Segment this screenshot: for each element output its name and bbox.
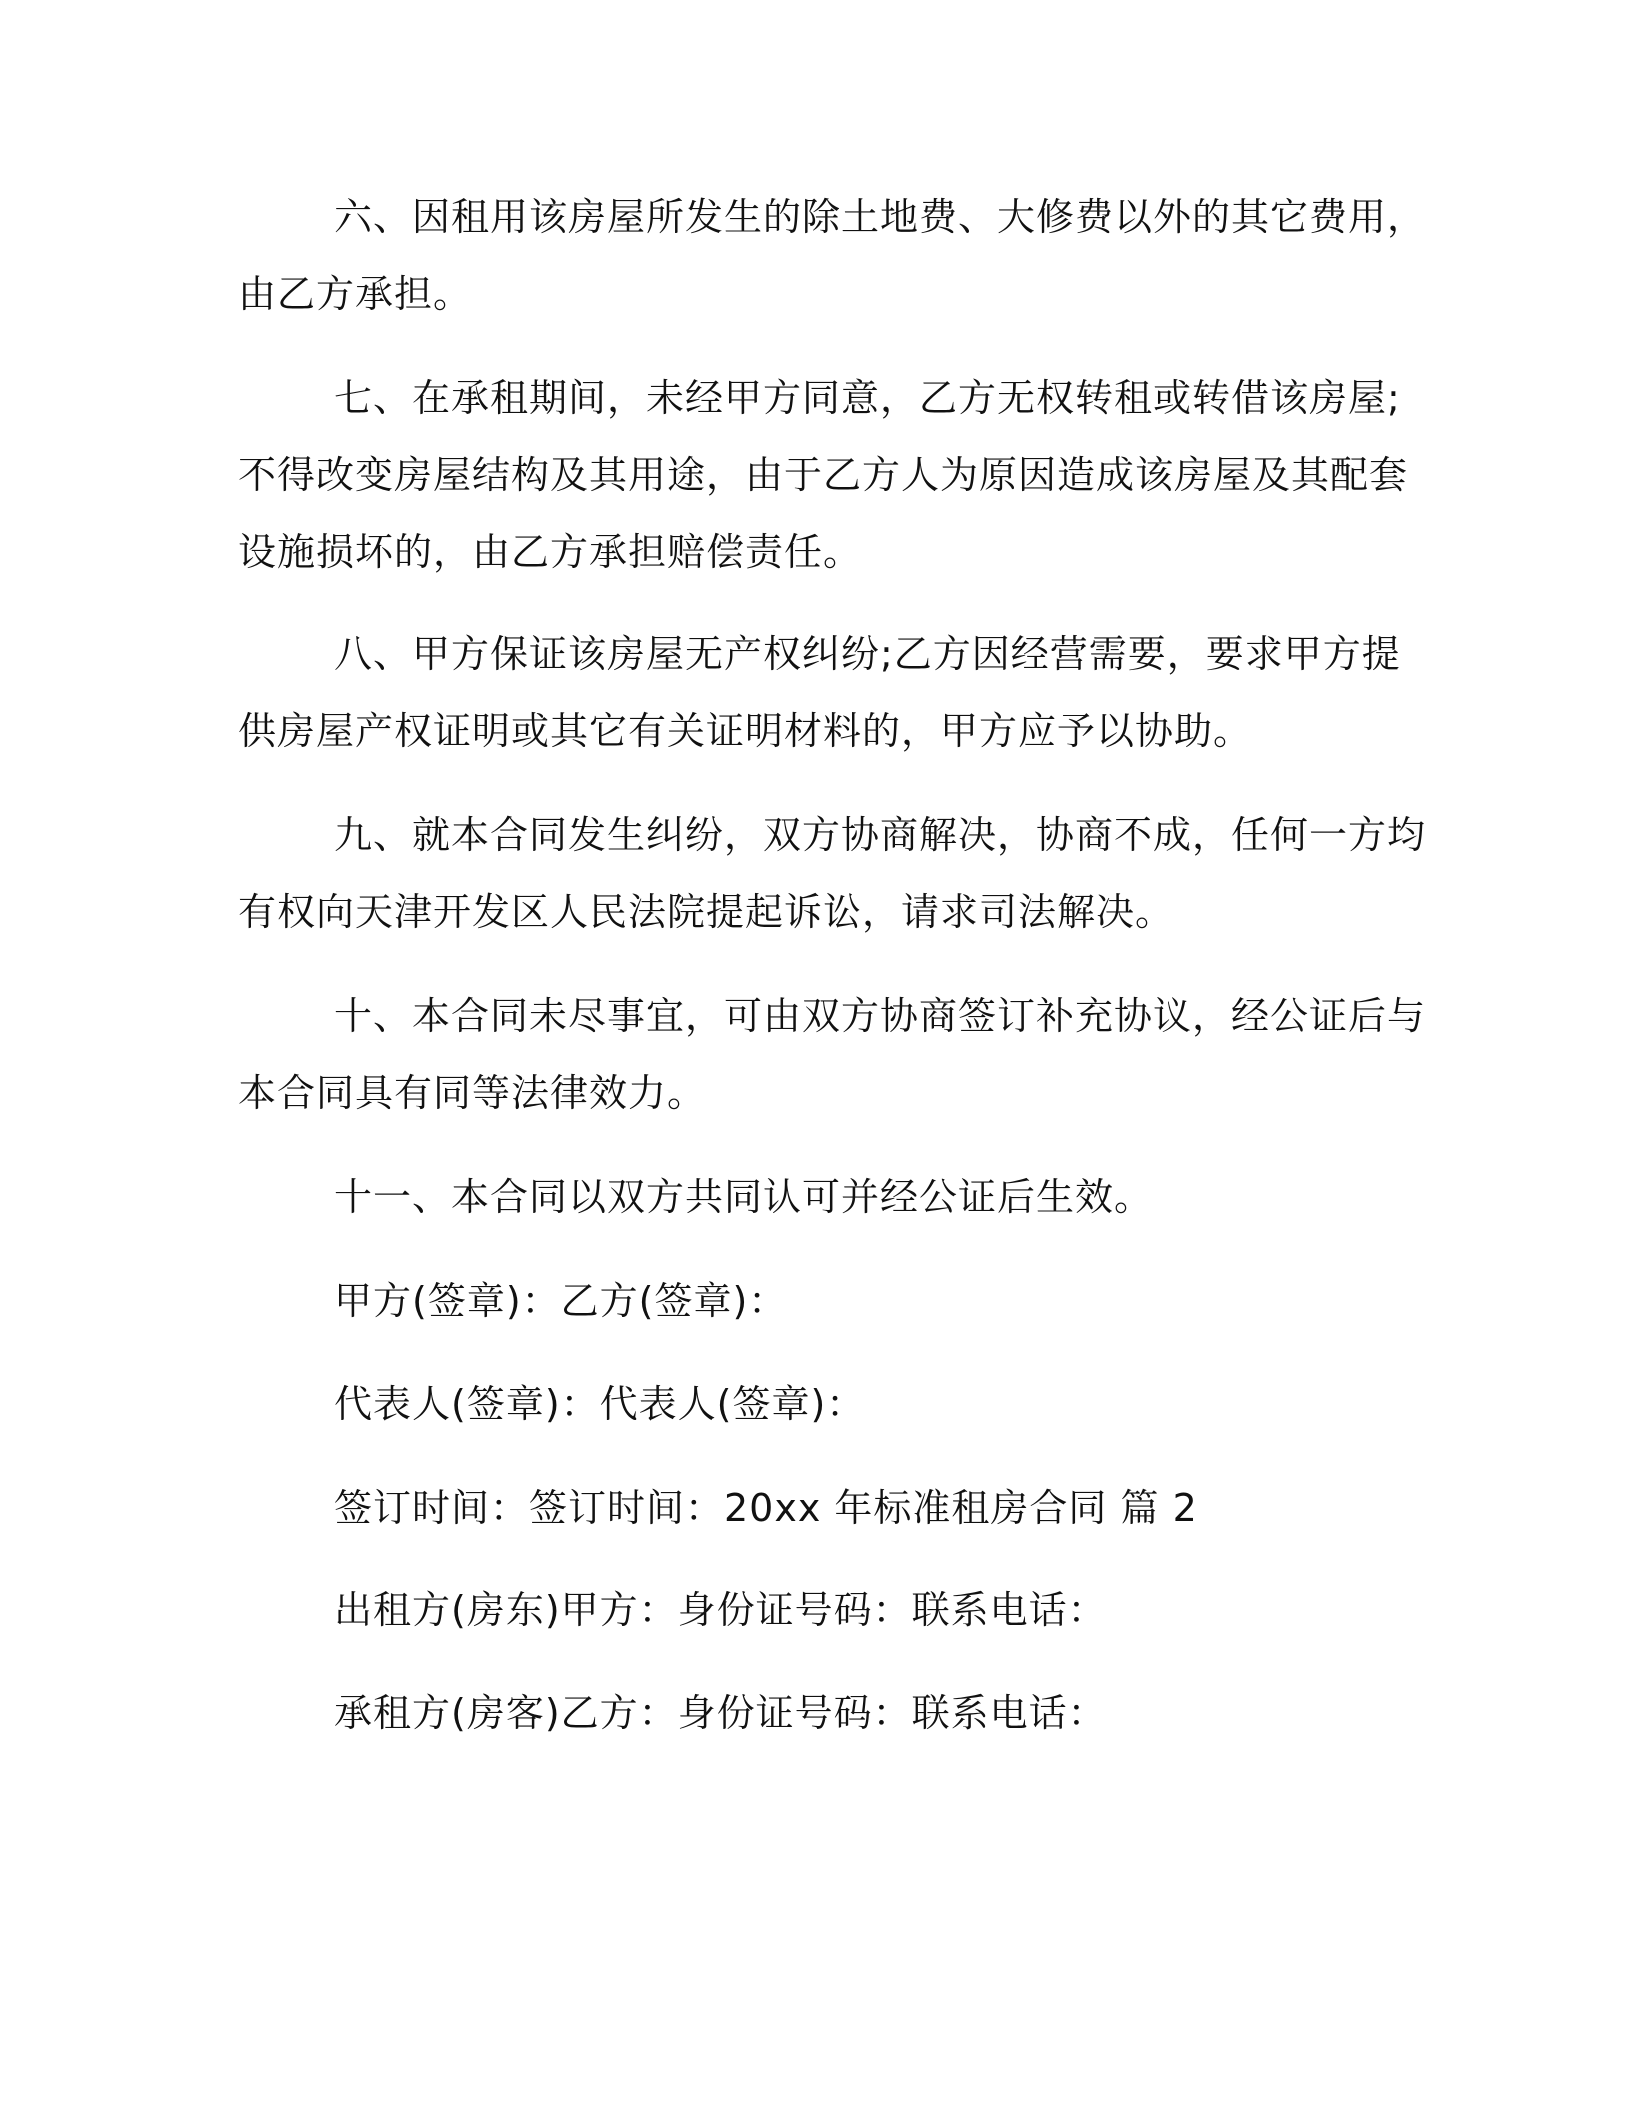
clause-9-line-1: 九、就本合同发生纠纷，双方协商解决，协商不成，任何一方均 bbox=[334, 813, 1427, 857]
clause-9-line-2: 有权向天津开发区人民法院提起诉讼，请求司法解决。 bbox=[238, 890, 1175, 934]
clause-8-line-1: 八、甲方保证该房屋无产权纠纷;乙方因经营需要，要求甲方提 bbox=[334, 632, 1401, 676]
clause-6-line-2: 由乙方承担。 bbox=[238, 272, 473, 316]
clause-8-line-2: 供房屋产权证明或其它有关证明材料的，甲方应予以协助。 bbox=[238, 709, 1253, 753]
clause-11-line-1: 十一、本合同以双方共同认可并经公证后生效。 bbox=[334, 1175, 1154, 1219]
clause-10-line-1: 十、本合同未尽事宜，可由双方协商签订补充协议，经公证后与 bbox=[334, 994, 1427, 1038]
clause-7-line-1: 七、在承租期间，未经甲方同意，乙方无权转租或转借该房屋; bbox=[334, 376, 1401, 420]
lessee-line: 承租方(房客)乙方：身份证号码：联系电话： bbox=[334, 1691, 1107, 1735]
signing-time: 签订时间：签订时间：20xx 年标准租房合同 篇 2 bbox=[334, 1486, 1198, 1530]
signature-representatives: 代表人(签章)：代表人(签章)： bbox=[334, 1382, 866, 1426]
signature-parties: 甲方(签章)：乙方(签章)： bbox=[334, 1279, 788, 1323]
clause-7-line-3: 设施损坏的，由乙方承担赔偿责任。 bbox=[238, 530, 863, 574]
clause-7-line-2: 不得改变房屋结构及其用途，由于乙方人为原因造成该房屋及其配套 bbox=[238, 453, 1409, 497]
clause-6-line-1: 六、因租用该房屋所发生的除土地费、大修费以外的其它费用， bbox=[334, 195, 1427, 239]
clause-10-line-2: 本合同具有同等法律效力。 bbox=[238, 1071, 707, 1115]
lessor-line: 出租方(房东)甲方：身份证号码：联系电话： bbox=[334, 1588, 1107, 1632]
